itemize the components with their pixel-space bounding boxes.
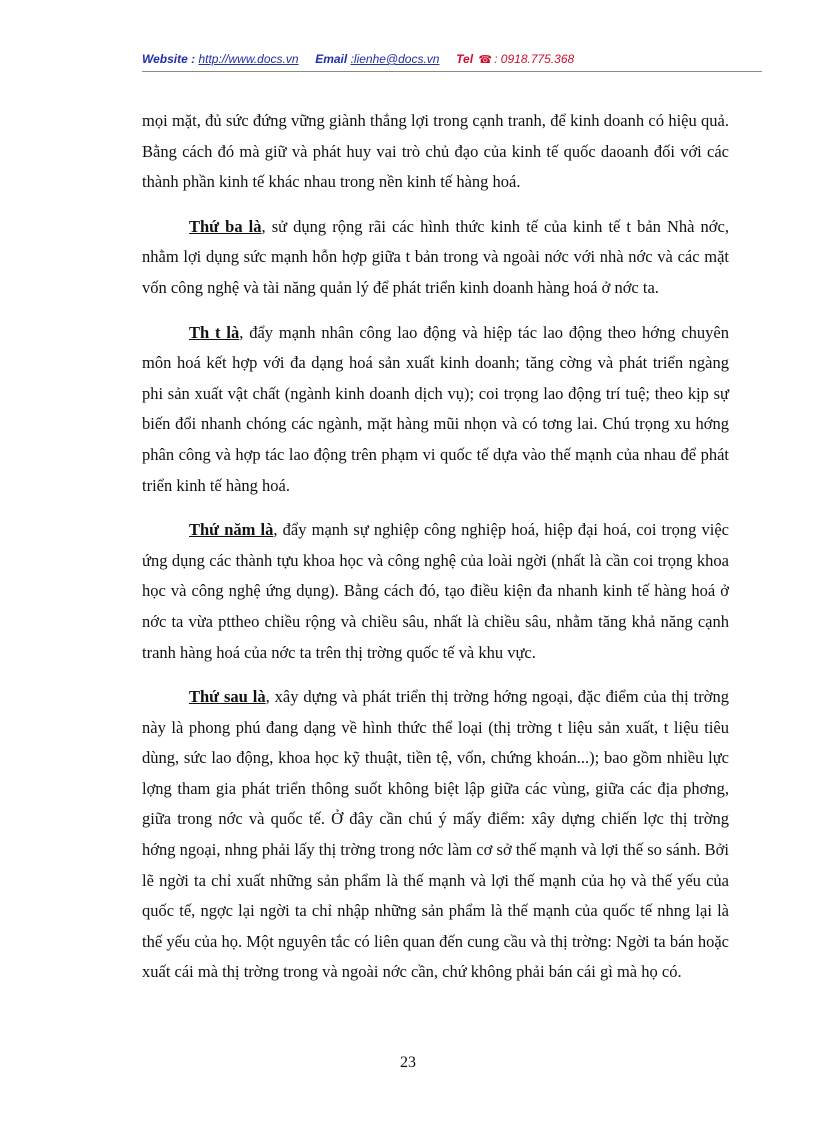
paragraph-1 [142, 106, 729, 198]
paragraph-5 [142, 682, 729, 988]
paragraph-3-lead: Th t là [189, 322, 240, 342]
document-body [142, 106, 729, 1002]
paragraph-4-text: , đẩy mạnh sự nghiệp công nghiệp hoá, hiệp đại hoá, coi trọng việc ứng dụng các thành tựu khoa học và công nghệ của loài ngời (nhất là cần coi trọng khoa học và công nghệ ứng dụng). Bằng cách đó, tạo điều kiện đa nhanh kinh tế hàng hoá ở nớc ta vừa pttheo chiều rộng và chiều sâu, nhất là chiều sâu, nhằm tăng khả năng cạnh tranh hàng hoá của nớc ta trên thị trờng quốc tế và khu vực. [142, 520, 729, 662]
phone-icon: ☎ [478, 54, 493, 66]
email-link[interactable] [351, 52, 440, 66]
paragraph-2 [142, 212, 729, 304]
website-label: Website : [142, 52, 196, 66]
email-separator: : [350, 52, 354, 66]
paragraph-5-text: , xây dựng và phát triển thị trờng hớng ngoại, đặc điểm của thị trờng này là phong phú đang dạng về hình thức thể loại (thị trờng t liệu sản xuất, t liệu tiêu dùng, sức lao động, khoa học kỹ thuật, tiền tệ, vốn, chứng khoán...); bao gồm nhiều lực lợng tham gia phát triển thông suốt không biệt lập giữa các vùng, giữa các địa phơng, giữa trong nớc và quốc tế. Ở đây cần chú ý mấy điểm: xây dựng chiến lợc thị trờng hớng ngoại, nhng phải lấy thị trờng trong nớc làm cơ sở thế mạnh và lợi thế so sánh. Bởi lẽ ngời ta chỉ xuất những sản phẩm là thế mạnh và lợi thế mạnh của họ và thế yếu của quốc tế, ngợc lại ngời ta chỉ nhập những sản phẩm là thế mạnh của quốc tế nhng lại là thế yếu của họ. Một nguyên tắc có liên quan đến cung cầu và thị trờng: Ngời ta bán hoặc xuất cái mà thị trờng trong và ngoài nớc cần, chứ không phải bán cái gì mà họ có. [142, 687, 729, 982]
page-number: 23 [400, 1054, 416, 1071]
tel-label: Tel [456, 52, 474, 66]
email-value[interactable]: lienhe@docs.vn [353, 52, 440, 66]
paragraph-2-lead: Thứ ba là [189, 216, 262, 236]
paragraph-2-text: , sử dụng rộng rãi các hình thức kinh tế của kinh tế t bản Nhà nớc, nhằm lợi dụng sức mạnh hỗn hợp giữa t bản trong và ngoài nớc với nhà nớc và các mặt vốn công nghệ và tài năng quản lý để phát triển kinh doanh hàng hoá ở nớc ta. [142, 216, 729, 297]
header-divider [142, 71, 762, 72]
paragraph-1-text: mọi mặt, đủ sức đứng vững giành thắng lợi trong cạnh tranh, để kinh doanh có hiệu quả. Bằng cách đó mà giữ và phát huy vai trò chủ đạo của kinh tế quốc daoanh đối với các thành phần kinh tế khác nhau trong nền kinh tế hàng hoá. [142, 111, 729, 192]
paragraph-5-lead: Thứ sau là [189, 687, 266, 707]
page-header [142, 52, 762, 70]
website-link[interactable]: http://www.docs.vn [198, 52, 299, 66]
paragraph-3-text: , đẩy mạnh nhân công lao động và hiệp tác lao động theo hớng chuyên môn hoá kết hợp với đa dạng hoá sản xuất kinh doanh; tăng cờng và phát triển ngàng phi sản xuất vật chất (ngành kinh doanh dịch vụ); coi trọng lao động trí tuệ; theo kịp sự biến đổi nhanh chóng các ngành, mặt hàng mũi nhọn và có tơng lai. Chú trọng xu hớng phân công và hợp tác lao động trên phạm vi quốc tế dựa vào thế mạnh của nhau để phát triển kinh tế hàng hoá. [142, 322, 730, 495]
tel-value: : 0918.775.368 [494, 52, 575, 66]
paragraph-4 [142, 515, 729, 668]
email-label: Email [315, 52, 348, 66]
paragraph-3 [142, 318, 729, 502]
paragraph-4-lead: Thứ năm là [189, 520, 274, 540]
